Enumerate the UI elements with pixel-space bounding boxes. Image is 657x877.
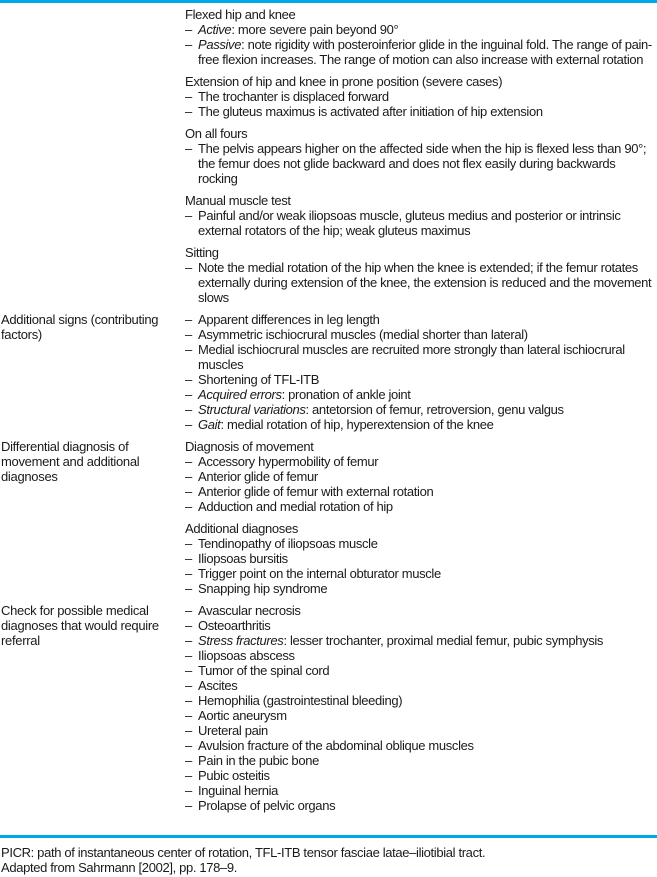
row-label: Differential diagnosis of movement and additional diagnoses [1,439,140,484]
list-item [185,566,657,581]
dash-bullet-icon: – [185,581,192,596]
item-text: Tendinopathy of iliopsoas muscle [198,536,378,551]
item-text: Aortic aneurysm [198,708,287,723]
table-row [0,439,657,596]
content-block [185,521,657,596]
item-text: Ascites [198,678,238,693]
item-text: Trigger point on the internal obturator muscle [198,566,441,581]
bullet-list [185,89,657,119]
table-top-rule [0,0,657,3]
list-item [185,327,657,342]
block-heading: Flexed hip and knee [185,7,296,22]
list-item [185,783,657,798]
table-row [0,603,657,813]
item-text: : more severe pain beyond 90° [231,22,399,37]
item-text: Anterior glide of femur with external rotation [198,484,434,499]
dash-bullet-icon: – [185,753,192,768]
dash-bullet-icon: – [185,469,192,484]
list-item [185,499,657,514]
item-emphasis: Acquired errors [198,387,282,402]
item-text: The pelvis appears higher on the affected side when the hip is flexed less than 90°; the femur does not glide backward and does not flex easily during backwards rocking [198,141,647,186]
bullet-list [185,603,657,813]
dash-bullet-icon: – [185,312,192,327]
list-item [185,581,657,596]
content-block [185,7,657,67]
dash-bullet-icon: – [185,499,192,514]
block-heading: On all fours [185,126,248,141]
list-item [185,402,657,417]
item-text: Iliopsoas bursitis [198,551,288,566]
item-text: Apparent differences in leg length [198,312,380,327]
item-text: Tumor of the spinal cord [198,663,330,678]
bullet-list [185,454,657,514]
list-item [185,693,657,708]
list-item [185,387,657,402]
list-item [185,551,657,566]
dash-bullet-icon: – [185,208,192,223]
dash-bullet-icon: – [185,342,192,357]
table-row [0,312,657,432]
dash-bullet-icon: – [185,141,192,156]
bullet-list [185,141,657,186]
item-emphasis: Stress fractures [198,633,284,648]
row-label: Check for possible medical diagnoses that would require referral [1,603,159,648]
content-block [185,312,657,432]
item-text: : antetorsion of femur, retroversion, genu valgus [305,402,564,417]
list-item [185,798,657,813]
item-text: Prolapse of pelvic organs [198,798,336,813]
dash-bullet-icon: – [185,37,192,52]
row-content [185,7,657,305]
list-item [185,372,657,387]
list-item [185,342,657,372]
block-heading: Extension of hip and knee in prone position (severe cases) [185,74,503,89]
list-item [185,454,657,469]
dash-bullet-icon: – [185,89,192,104]
item-text: The gluteus maximus is activated after initiation of hip extension [198,104,543,119]
block-heading: Additional diagnoses [185,521,298,536]
item-text: Anterior glide of femur [198,469,318,484]
dash-bullet-icon: – [185,402,192,417]
list-item [185,37,657,67]
clinical-table [0,7,657,813]
item-emphasis: Passive [198,37,242,52]
list-item [185,312,657,327]
list-item [185,260,657,305]
list-item [185,141,657,186]
dash-bullet-icon: – [185,484,192,499]
dash-bullet-icon: – [185,104,192,119]
dash-bullet-icon: – [185,536,192,551]
dash-bullet-icon: – [185,723,192,738]
item-text: Ureteral pain [198,723,268,738]
dash-bullet-icon: – [185,618,192,633]
item-text: Snapping hip syndrome [198,581,328,596]
item-text: : medial rotation of hip, hyperextension of the knee [220,417,494,432]
list-item [185,417,657,432]
list-item [185,708,657,723]
dash-bullet-icon: – [185,693,192,708]
dash-bullet-icon: – [185,603,192,618]
list-item [185,603,657,618]
bullet-list [185,208,657,238]
dash-bullet-icon: – [185,417,192,432]
bullet-list [185,260,657,305]
bullet-list [185,312,657,432]
row-label: Additional signs (contributing factors) [1,312,159,342]
item-emphasis: Active [198,22,232,37]
dash-bullet-icon: – [185,566,192,581]
dash-bullet-icon: – [185,372,192,387]
item-text: Hemophilia (gastrointestinal bleeding) [198,693,403,708]
item-text: Asymmetric ischiocrural muscles (medial shorter than lateral) [198,327,528,342]
item-text: Iliopsoas abscess [198,648,295,663]
list-item [185,89,657,104]
block-heading: Manual muscle test [185,193,291,208]
dash-bullet-icon: – [185,454,192,469]
dash-bullet-icon: – [185,260,192,275]
item-text: Adduction and medial rotation of hip [198,499,393,514]
list-item [185,633,657,648]
content-block [185,245,657,305]
item-text: : pronation of ankle joint [281,387,411,402]
dash-bullet-icon: – [185,678,192,693]
bullet-list [185,536,657,596]
item-text: Pain in the pubic bone [198,753,319,768]
item-text: Osteoarthritis [198,618,271,633]
row-content [185,603,657,813]
item-text: Accessory hypermobility of femur [198,454,379,469]
item-text: : lesser trochanter, proximal medial femur, pubic symphysis [283,633,604,648]
list-item [185,208,657,238]
row-content [185,312,657,432]
dash-bullet-icon: – [185,551,192,566]
item-text: : note rigidity with posteroinferior glide in the inguinal fold. The range of pain-free flexion increases. The range of motion can also increase with external rotation [198,37,652,67]
dash-bullet-icon: – [185,648,192,663]
dash-bullet-icon: – [185,327,192,342]
item-text: Inguinal hernia [198,783,279,798]
dash-bullet-icon: – [185,768,192,783]
list-item [185,678,657,693]
table-row [0,7,657,305]
item-text: Shortening of TFL-ITB [198,372,320,387]
item-text: Pubic osteitis [198,768,270,783]
dash-bullet-icon: – [185,22,192,37]
dash-bullet-icon: – [185,783,192,798]
content-block [185,439,657,514]
row-label [0,7,185,305]
list-item [185,648,657,663]
item-emphasis: Gait [198,417,221,432]
item-text: Medial ischiocrural muscles are recruited more strongly than lateral ischiocrural muscles [198,342,625,372]
dash-bullet-icon: – [185,387,192,402]
item-text: Avulsion fracture of the abdominal oblique muscles [198,738,474,753]
dash-bullet-icon: – [185,708,192,723]
content-block [185,603,657,813]
item-text: The trochanter is displaced forward [198,89,389,104]
item-emphasis: Structural variations [198,402,306,417]
list-item [185,536,657,551]
item-text: Painful and/or weak iliopsoas muscle, gluteus medius and posterior or intrinsic external rotators of the hip; weak gluteus maximus [198,208,621,238]
list-item [185,663,657,678]
content-block [185,193,657,238]
dash-bullet-icon: – [185,663,192,678]
table-bottom-rule [0,835,657,838]
item-text: Avascular necrosis [198,603,301,618]
list-item [185,618,657,633]
list-item [185,469,657,484]
list-item [185,753,657,768]
list-item [185,723,657,738]
item-text: Note the medial rotation of the hip when the knee is extended; if the femur rotates externally during extension of the knee, the extension is reduced and the movement slows [198,260,652,305]
table-footnotes [1,845,485,875]
row-content [185,439,657,596]
list-item [185,22,657,37]
dash-bullet-icon: – [185,633,192,648]
footnote-source: Adapted from Sahrmann [2002], pp. 178–9. [1,860,238,875]
bullet-list [185,22,657,67]
block-heading: Diagnosis of movement [185,439,314,454]
footnote-abbreviations: PICR: path of instantaneous center of rotation, TFL-ITB tensor fasciae latae–iliotibial tract. [1,845,486,860]
list-item [185,104,657,119]
dash-bullet-icon: – [185,738,192,753]
content-block [185,74,657,119]
dash-bullet-icon: – [185,798,192,813]
content-block [185,126,657,186]
list-item [185,738,657,753]
block-heading: Sitting [185,245,219,260]
list-item [185,768,657,783]
list-item [185,484,657,499]
